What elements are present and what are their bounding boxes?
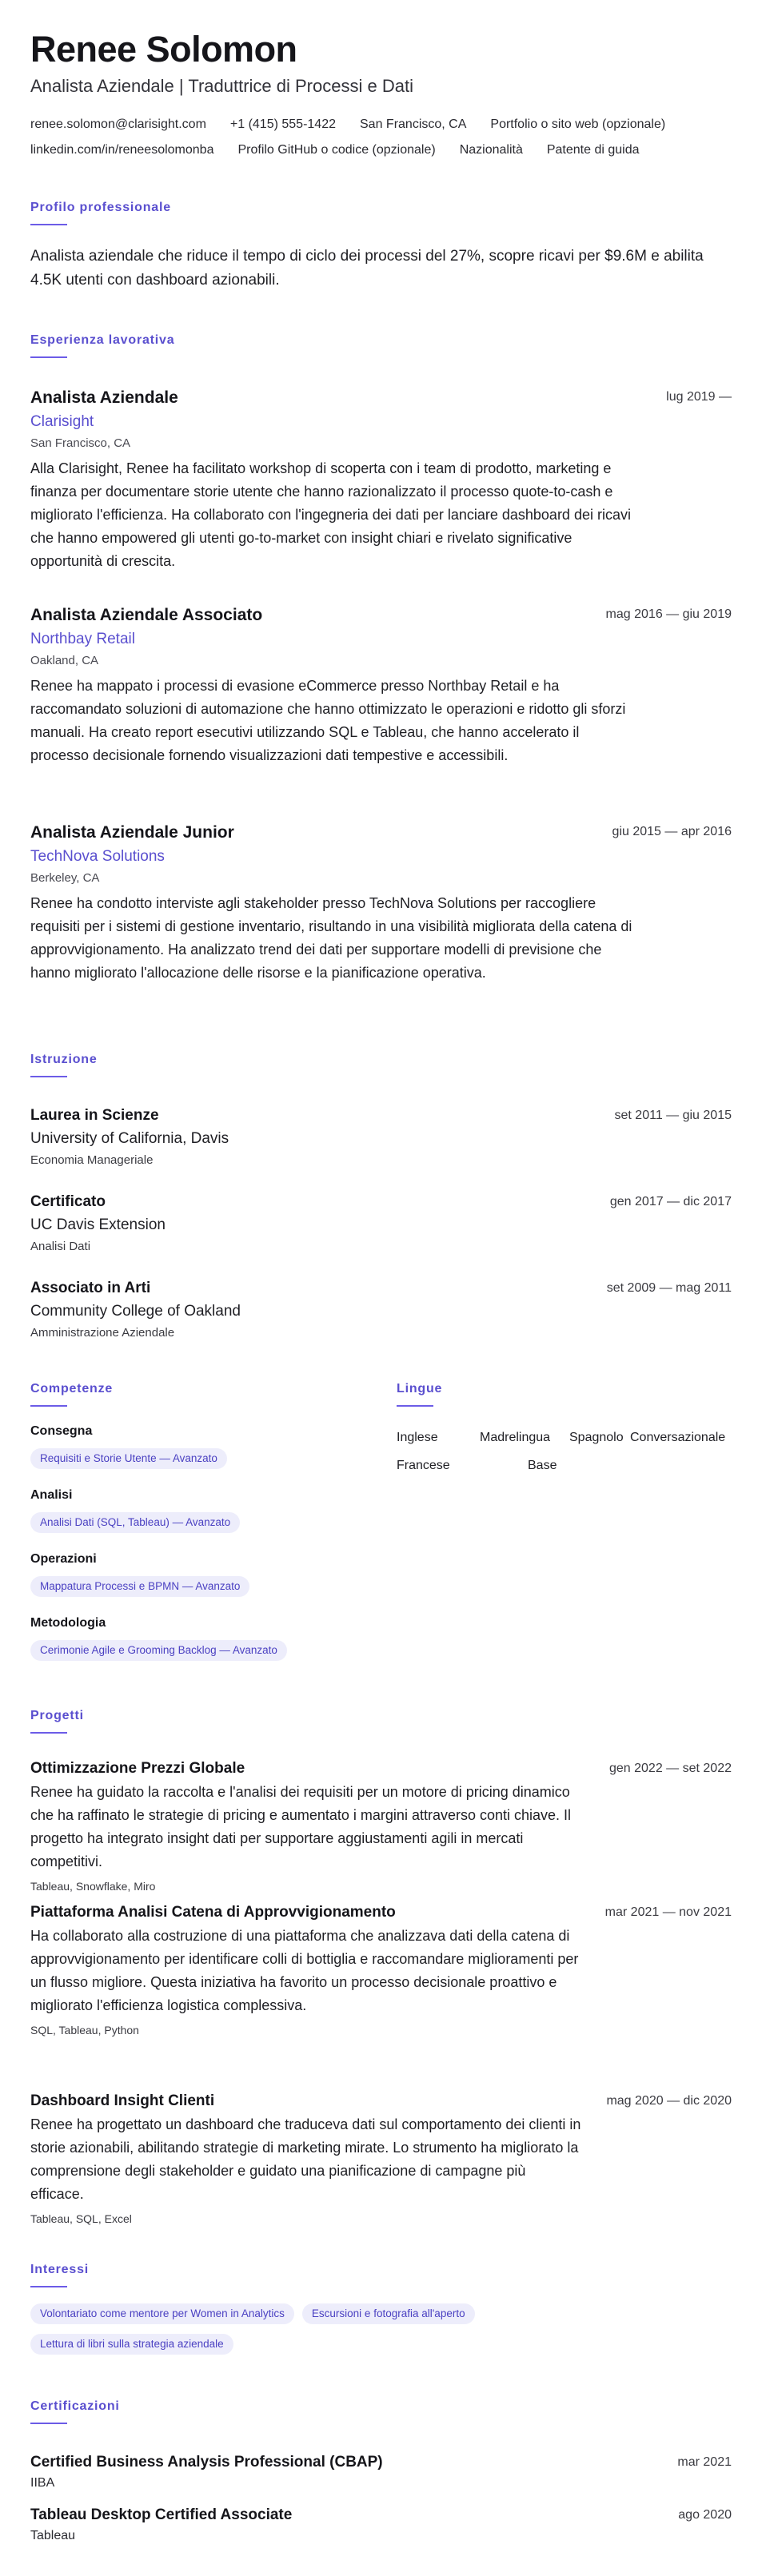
job-location: Oakland, CA — [30, 654, 99, 667]
interest-chip: Lettura di libri sulla strategia aziendale — [30, 2334, 233, 2355]
project-dates: mar 2021 — nov 2021 — [604, 1905, 732, 1919]
projects-section — [30, 1708, 84, 1734]
job-title: Analista Aziendale Associato — [30, 606, 263, 624]
contact-portfolio[interactable]: Portfolio o sito web (opzionale) — [490, 117, 666, 131]
certification-name: Tableau Desktop Certified Associate — [30, 2506, 293, 2523]
certification-date: mar 2021 — [677, 2455, 732, 2469]
certification-name: Certified Business Analysis Professional (CBAP) — [30, 2454, 383, 2470]
field-of-study: Analisi Dati — [30, 1240, 91, 1253]
candidate-name: Renee Solomon — [30, 29, 297, 70]
company-name: TechNova Solutions — [30, 848, 165, 865]
language-level: Base — [528, 1459, 557, 1472]
section-title: Interessi — [30, 2263, 90, 2276]
project-dates: gen 2022 — set 2022 — [608, 1762, 732, 1775]
job-dates: lug 2019 — — [666, 390, 732, 404]
skill-group — [30, 1614, 366, 1661]
section-title: Profilo professionale — [30, 201, 171, 214]
section-title: Progetti — [30, 1709, 84, 1722]
skill-group — [30, 1423, 366, 1469]
section-divider — [397, 1405, 433, 1407]
language-name: Francese — [397, 1459, 450, 1472]
header — [30, 29, 732, 163]
education-dates: set 2011 — giu 2015 — [614, 1109, 732, 1122]
contact-phone[interactable]: +1 (415) 555-1422 — [229, 117, 336, 131]
section-title: Istruzione — [30, 1053, 98, 1066]
section-divider — [30, 356, 67, 358]
contact-email[interactable]: renee.solomon@clarisight.com — [30, 117, 206, 131]
skill-chip: Analisi Dati (SQL, Tableau) — Avanzato — [30, 1512, 240, 1533]
interest-list — [30, 2324, 734, 2355]
section-divider — [30, 2423, 67, 2424]
project-entry — [30, 2091, 732, 2227]
degree-title: Laurea in Scienze — [30, 1107, 159, 1124]
job-description: Alla Clarisight, Renee ha facilitato workshop di scoperta con i team di prodotto, marketing e finanza per documentare storie utente che hanno razionalizzato il processo quote-to-cash e migliorato l'efficienza. Ha collaborato con l'ingegneria dei dati per lanciare dashboard dei ricavi che hanno empowered gli utenti go-to-market con insight chiari e rivelato significative opportunità di crescita. — [30, 460, 631, 569]
section-divider — [30, 1405, 67, 1407]
skill-group — [30, 1487, 366, 1533]
section-title: Certificazioni — [30, 2399, 120, 2413]
summary-text: Analista aziendale che riduce il tempo di ciclo dei processi del 27%, scopre ricavi per $9.6M e abilita 4.5K utenti con dashboard azionabili. — [30, 248, 704, 289]
skill-chip: Cerimonie Agile e Grooming Backlog — Avanzato — [30, 1640, 287, 1661]
project-description: Renee ha guidato la raccolta e l'analisi dei requisiti per un motore di pricing dinamico che ha raffinato le strategie di pricing e aumentato i margini attraverso conti chiave. Il progetto ha integrato insight dati per supportare aggiustamenti agili in mercati competitivi. — [30, 1784, 572, 1869]
company-name: Northbay Retail — [30, 631, 135, 647]
institution-name: UC Davis Extension — [30, 1216, 166, 1233]
interest-chip: Escursioni e fotografia all'aperto — [302, 2303, 475, 2324]
contact-license: Patente di guida — [546, 143, 640, 157]
education-dates: gen 2017 — dic 2017 — [609, 1195, 732, 1208]
interests-section — [30, 2262, 734, 2355]
job-location: Berkeley, CA — [30, 871, 100, 885]
skill-category: Operazioni — [30, 1552, 97, 1566]
project-description: Renee ha progettato un dashboard che traduceva dati sul comportamento dei clienti in storie azionabili, abilitando strategie di marketing mirate. Lo strumento ha migliorato la comprensione degli stakeholder e guidato una pianificazione di campagne più efficace. — [30, 2116, 581, 2202]
project-name: Piattaforma Analisi Catena di Approvvigionamento — [30, 1904, 396, 1921]
language-name: Inglese — [397, 1431, 438, 1444]
experience-entry — [30, 604, 732, 767]
institution-name: University of California, Davis — [30, 1130, 229, 1147]
experience-entry — [30, 387, 732, 573]
job-dates: giu 2015 — apr 2016 — [612, 825, 732, 838]
project-entry — [30, 1758, 732, 1894]
certification-issuer: IIBA — [30, 2476, 55, 2490]
headline: Analista Aziendale | Traduttrice di Processi e Dati — [30, 76, 413, 96]
job-dates: mag 2016 — giu 2019 — [605, 607, 732, 621]
skill-group — [30, 1551, 366, 1597]
interest-chip: Volontariato come mentore per Women in Analytics — [30, 2303, 294, 2324]
certification-date: ago 2020 — [678, 2508, 732, 2522]
skill-chip: Mappatura Processi e BPMN — Avanzato — [30, 1576, 249, 1597]
education-entry — [30, 1278, 732, 1342]
project-name: Ottimizzazione Prezzi Globale — [30, 1760, 245, 1777]
contact-nationality: Nazionalità — [459, 143, 523, 157]
certifications-section — [30, 2399, 120, 2424]
skill-category: Consegna — [30, 1424, 93, 1438]
job-description: Renee ha mappato i processi di evasione eCommerce presso Northbay Retail e ha raccomandato soluzioni di automazione che hanno ottimizzato le operazioni e ridotto gli sforzi manuali. Ha creato report esecutivi utilizzando SQL e Tableau, che hanno accelerato il processo decisionale fornendo visualizzazioni dati tempestive e accessibili. — [30, 678, 626, 763]
experience-entry — [30, 822, 732, 985]
section-divider — [30, 224, 67, 225]
company-name: Clarisight — [30, 413, 94, 430]
field-of-study: Economia Manageriale — [30, 1153, 154, 1167]
skills-section — [30, 1381, 366, 1661]
section-divider — [30, 1076, 67, 1077]
section-divider — [30, 2286, 67, 2287]
section-divider — [30, 1732, 67, 1734]
section-title: Esperienza lavorativa — [30, 333, 175, 347]
job-location: San Francisco, CA — [30, 436, 131, 450]
degree-title: Certificato — [30, 1193, 106, 1210]
project-description: Ha collaborato alla costruzione di una piattaforma che analizzava dati della catena di approvvigionamento per identificare colli di bottiglia e raccomandare miglioramenti per un flusso migliore. Questa iniziativa ha favorito un processo decisionale proattivo e migliorato l'efficienza logistica complessiva. — [30, 1928, 579, 2013]
contact-linkedin[interactable]: linkedin.com/in/reneesolomonba — [30, 143, 214, 157]
education-entry — [30, 1105, 732, 1169]
certification-entry — [30, 2452, 732, 2492]
project-entry — [30, 1902, 732, 2038]
language-level: Madrelingua — [480, 1431, 551, 1444]
language-name: Spagnolo — [569, 1431, 624, 1444]
project-tech: Tableau, Snowflake, Miro — [30, 1880, 156, 1893]
section-title: Competenze — [30, 1382, 114, 1395]
skill-category: Metodologia — [30, 1616, 106, 1630]
certification-issuer: Tableau — [30, 2529, 76, 2542]
language-level: Conversazionale — [630, 1431, 726, 1444]
skill-category: Analisi — [30, 1488, 73, 1502]
languages-section — [397, 1381, 740, 1477]
education-section — [30, 1052, 98, 1077]
section-title: Lingue — [397, 1382, 443, 1395]
project-name: Dashboard Insight Clienti — [30, 2092, 215, 2109]
job-title: Analista Aziendale Junior — [30, 823, 234, 842]
education-entry — [30, 1192, 732, 1256]
institution-name: Community College of Oakland — [30, 1303, 241, 1320]
contact-github[interactable]: Profilo GitHub o codice (opzionale) — [237, 143, 436, 157]
project-tech: Tableau, SQL, Excel — [30, 2212, 132, 2225]
interest-list — [30, 2294, 734, 2324]
experience-section — [30, 332, 174, 358]
degree-title: Associato in Arti — [30, 1280, 151, 1296]
job-description: Renee ha condotto interviste agli stakeholder presso TechNova Solutions per raccogliere requisiti per i sistemi di gestione inventario, risultando in una visibilità migliorata della catena di approvvigionamento. Ha analizzato trend dei dati per supportare modelli di previsione che hanno migliorato l'allocazione delle risorse e la pianificazione operativa. — [30, 895, 632, 981]
job-title: Analista Aziendale — [30, 388, 178, 407]
contact-location: San Francisco, CA — [360, 117, 467, 131]
education-dates: set 2009 — mag 2011 — [606, 1281, 732, 1295]
skill-chip: Requisiti e Storie Utente — Avanzato — [30, 1448, 227, 1469]
certification-entry — [30, 2505, 732, 2545]
summary-section — [30, 200, 734, 293]
contact-list — [30, 112, 734, 163]
field-of-study: Amministrazione Aziendale — [30, 1326, 175, 1340]
project-tech: SQL, Tableau, Python — [30, 2024, 139, 2037]
project-dates: mag 2020 — dic 2020 — [606, 2094, 732, 2108]
